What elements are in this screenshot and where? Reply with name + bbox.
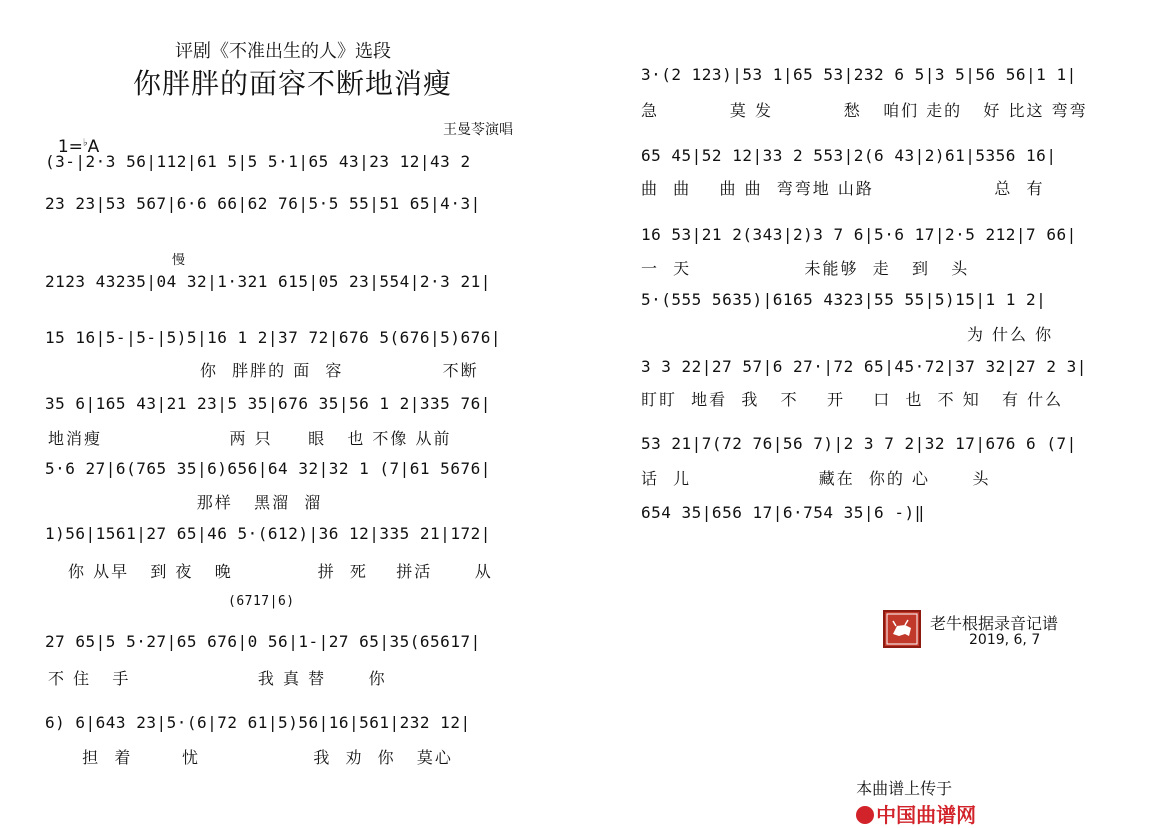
notation-row: 2123 43235|04 32|1·321 615|05 23|554|2·3 21| (45, 272, 491, 291)
notation-row: 1)56|1561|27 65|46 5·(612)|36 12|335 21|172| (45, 524, 491, 543)
page-title: 你胖胖的面容不断地消瘦 (133, 67, 453, 100)
notation-row: 3 3 22|27 57|6 27·|72 65|45·72|37 32|27 2 3| (641, 357, 1087, 376)
upload-text: 本曲谱上传于 (856, 779, 953, 798)
notation-row: 16 53|21 2(343|2)3 7 6|5·6 17|2·5 212|7 66| (641, 225, 1077, 244)
singer: 王曼苓演唱 (443, 122, 513, 138)
lyric-row: 一 天 未能够 走 到 头 (641, 259, 970, 278)
lyric-row: 不 住 手 我 真 替 你 (48, 669, 387, 688)
notation-row: 5·6 27|6(765 35|6)656|64 32|32 1 (7|61 5676| (45, 459, 491, 478)
notation-row: 53 21|7(72 76|56 7)|2 3 7 2|32 17|676 6 (7| (641, 434, 1077, 453)
notation-row: 654 35|656 17|6·754 35|6 -)‖ (641, 503, 925, 522)
lyric-row: 地消瘦 两 只 眼 也 不像 从前 (48, 429, 452, 448)
subtitle: 评剧《不准出生的人》选段 (175, 41, 391, 62)
notation-row: 6) 6|643 23|5·(6|72 61|5)56|16|561|232 12| (45, 713, 471, 732)
lyric-row: 你 从早 到 夜 晚 拼 死 拼活 从 (68, 562, 493, 581)
transcriber-credit: 老牛根据录音记谱 (930, 614, 1059, 633)
notation-row: 15 16|5-|5-|5)5|16 1 2|37 72|676 5(676|5)676| (45, 328, 501, 347)
site-logo-icon (856, 806, 874, 824)
flat-sign: ♭ (82, 137, 88, 149)
notation-row: 23 23|53 567|6·6 66|62 76|5·5 55|51 65|4·3| (45, 194, 481, 213)
upload-note (846, 757, 976, 828)
lyric-row: 话 儿 藏在 你的 心 头 (641, 469, 991, 488)
notation-row: 5·(555 5635)|6165 4323|55 55|5)15|1 1 2| (641, 290, 1047, 309)
lyric-row: 担 着 忧 我 劝 你 莫心 (68, 748, 453, 767)
key-note: A (87, 137, 100, 157)
lyric-row: 你 胖胖的 面 容 不断 (200, 361, 479, 380)
seal-stamp (883, 610, 921, 648)
lyric-row: 急 莫 发 愁 咱们 走的 好 比这 弯弯 (641, 101, 1088, 120)
lyric-row: 为 什么 你 (641, 325, 1054, 344)
notation-row: (3-|2·3 56|112|61 5|5 5·1|65 43|23 12|43 2 (45, 152, 471, 171)
lyric-row: 盯盯 地看 我 不 开 口 也 不 知 有 什么 (641, 390, 1064, 409)
lyric-row: 那样 黑溜 溜 (48, 493, 323, 512)
notation-row: 65 45|52 12|33 2 553|2(6 43|2)61|5356 16| (641, 146, 1057, 165)
variant-notes: (6717|6) (228, 594, 295, 609)
notation-row: 3·(2 123)|53 1|65 53|232 6 5|3 5|56 56|1 1| (641, 65, 1077, 84)
transcription-date: 2019, 6, 7 (969, 632, 1041, 648)
key-prefix: 1= (57, 137, 83, 157)
tempo-mark: 慢 (172, 253, 186, 268)
lyric-row: 曲 曲 曲 曲 弯弯地 山路 总 有 (641, 179, 1045, 198)
ox-seal-icon (885, 612, 919, 646)
key-signature (47, 117, 99, 157)
site-logo-text[interactable]: 中国曲谱网 (876, 803, 977, 827)
notation-row: 35 6|165 43|21 23|5 35|676 35|56 1 2|335 76| (45, 394, 491, 413)
notation-row: 27 65|5 5·27|65 676|0 56|1-|27 65|35(65617| (45, 632, 481, 651)
